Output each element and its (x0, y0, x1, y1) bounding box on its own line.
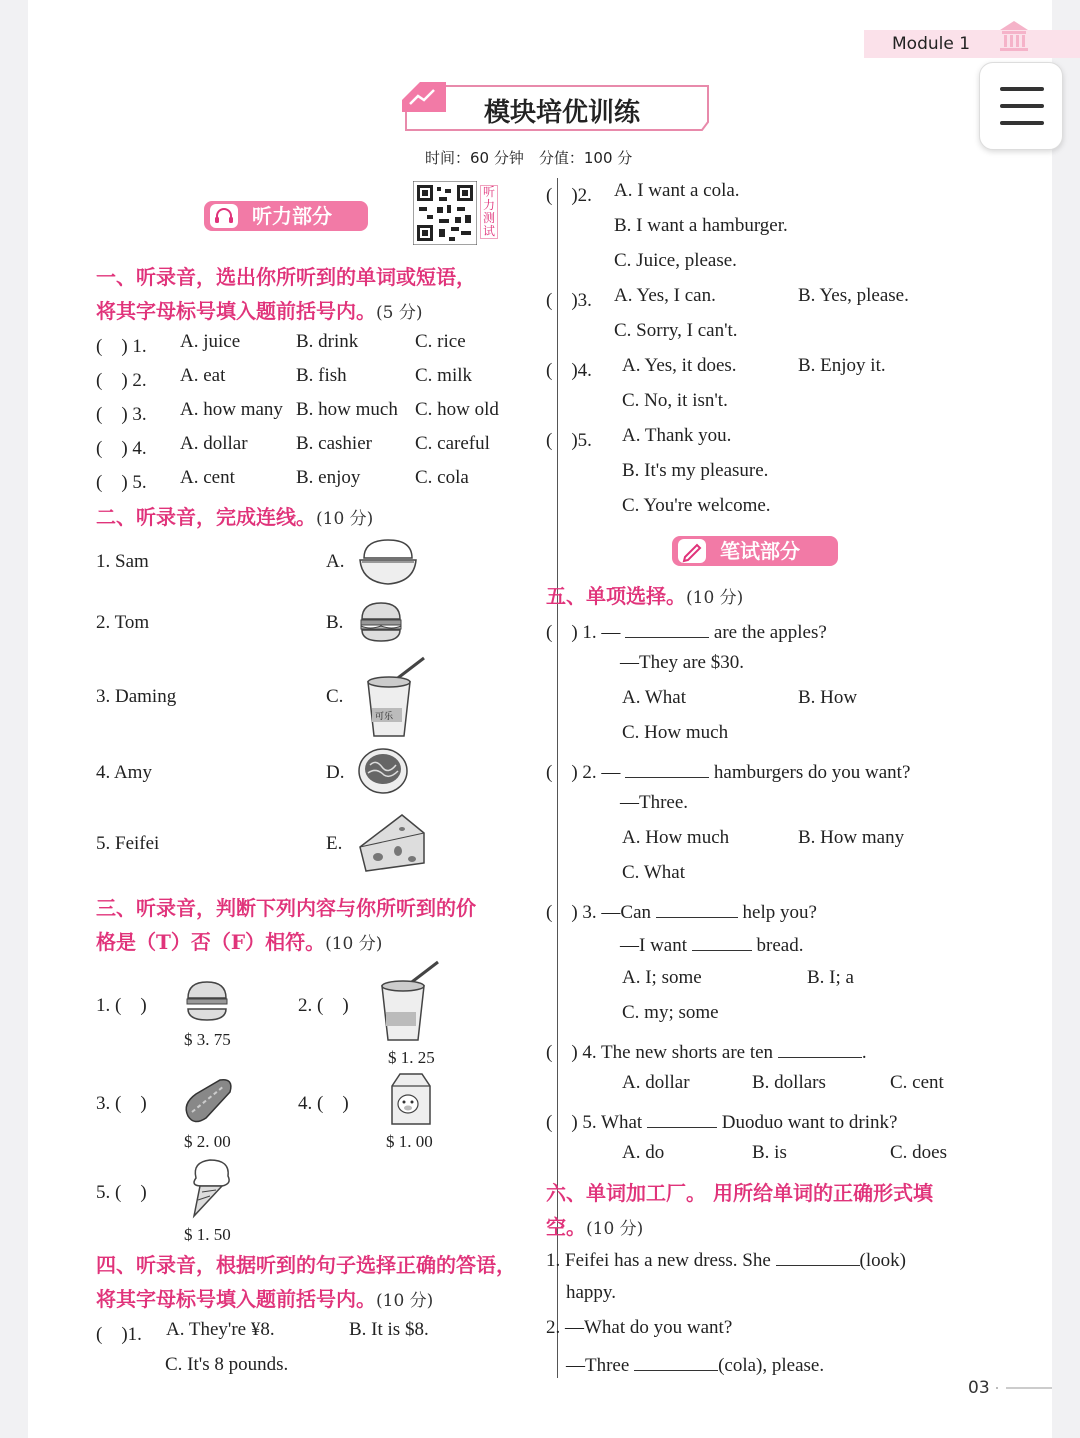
option-c: C. What (622, 862, 685, 883)
section1-heading-line1: 一、听录音，选出你所听到的单词或短语， (96, 265, 476, 289)
menu-icon (1000, 87, 1044, 91)
matching-letter[interactable]: D. (326, 762, 345, 783)
matching-name[interactable]: 2. Tom (96, 612, 150, 633)
matching-letter[interactable]: E. (326, 833, 343, 854)
list-item-number[interactable]: ( )4. (546, 360, 592, 381)
list-item-number[interactable]: ( ) 5. (96, 472, 147, 493)
question-end: . (861, 1042, 867, 1063)
qr-code-icon[interactable] (413, 181, 477, 245)
option-c: C. It's 8 pounds. (165, 1354, 289, 1375)
listening-label-text: 听力部分 (252, 204, 332, 228)
list-item-number[interactable]: ( )1. (96, 1324, 142, 1345)
tf-item[interactable]: 4. ( ) (298, 1093, 349, 1114)
option-c: C. cent (890, 1072, 944, 1093)
section5-heading-text: 五、单项选择。 (546, 584, 686, 608)
matching-name[interactable]: 1. Sam (96, 551, 149, 572)
option-a: A. They're ¥8. (166, 1319, 275, 1340)
writing-section-label (672, 536, 838, 566)
response-text: —I want (620, 935, 688, 956)
list-item-number[interactable]: ( )2. (546, 185, 592, 206)
option-a: A. eat (180, 365, 226, 386)
section4-heading-text: 将其字母标号填入题前括号内。 (96, 1287, 376, 1311)
option-b: B. Yes, please. (798, 285, 909, 306)
fill-question[interactable] (566, 1352, 824, 1377)
option-b: B. Enjoy it. (798, 355, 886, 376)
section5-points: (10 分) (686, 588, 744, 608)
tf-item[interactable]: 2. ( ) (298, 995, 349, 1016)
section1-points: (5 分) (376, 303, 423, 323)
list-item-number[interactable]: ( ) 1. (96, 336, 147, 357)
question-number: ( ) 1. — (546, 622, 621, 643)
option-a: A. do (622, 1142, 665, 1163)
option-b: B. fish (296, 365, 347, 386)
listening-section-label (204, 201, 368, 231)
matching-letter[interactable]: A. (326, 551, 345, 572)
question-text-cont: happy. (566, 1282, 616, 1303)
matching-letter[interactable]: C. (326, 686, 344, 707)
section4-heading-line1: 四、听录音，根据听到的句子选择正确的答语， (96, 1253, 516, 1277)
list-item-number[interactable]: ( ) 4. (96, 438, 147, 459)
list-item-number[interactable]: ( ) 2. (96, 370, 147, 391)
mc-question[interactable] (546, 1107, 897, 1134)
tf-item[interactable]: 3. ( ) (96, 1093, 147, 1114)
list-item-number[interactable]: ( )5. (546, 430, 592, 451)
section6-heading-text: 空。 (546, 1215, 586, 1239)
option-c: C. No, it isn't. (622, 390, 728, 411)
answer-blank[interactable] (634, 1352, 718, 1371)
mc-question[interactable] (546, 1037, 867, 1064)
mc-question[interactable] (546, 897, 817, 924)
answer-blank[interactable] (647, 1109, 717, 1128)
option-b: B. dollars (752, 1072, 826, 1093)
section5-heading (546, 580, 743, 609)
hamburger-icon (358, 599, 404, 645)
option-c: C. cola (415, 467, 469, 488)
option-b: B. enjoy (296, 467, 361, 488)
question-text: hamburgers do you want? (713, 762, 911, 783)
page-number: 03 (968, 1378, 990, 1398)
fill-question[interactable] (546, 1247, 906, 1272)
matching-letter[interactable]: B. (326, 612, 344, 633)
question-text: help you? (742, 902, 817, 923)
rice-bowl-icon (356, 536, 420, 588)
milk-carton-icon (384, 1070, 438, 1128)
option-a: A. Yes, it does. (622, 355, 737, 376)
question-number: ( ) 2. — (546, 762, 621, 783)
answer-blank[interactable] (692, 932, 752, 951)
word-hint: (look) (859, 1250, 906, 1271)
page-title: 模块培优训练 (484, 98, 641, 128)
module-tab (864, 30, 1080, 58)
option-b: B. It is $8. (349, 1319, 429, 1340)
section4-points: (10 分) (376, 1291, 434, 1311)
page-number-rule (1006, 1387, 1052, 1389)
price-label: $ 2. 00 (184, 1132, 231, 1151)
section6-heading-line1: 六、单词加工厂。 用所给单词的正确形式填 (546, 1181, 933, 1205)
cola-cup-icon (378, 960, 444, 1044)
hotdog-icon (180, 1074, 236, 1126)
section2-heading-text: 二、听录音，完成连线。 (96, 505, 316, 529)
title-banner (402, 82, 714, 132)
price-label: $ 1. 25 (388, 1048, 435, 1067)
section1-heading-line2 (96, 295, 422, 324)
section6-points: (10 分) (586, 1219, 644, 1239)
qr-label: 听力测试 (480, 185, 498, 239)
module-label: Module 1 (892, 34, 971, 54)
answer-blank[interactable] (625, 619, 709, 638)
option-c: C. careful (415, 433, 490, 454)
answer-blank[interactable] (778, 1039, 862, 1058)
option-a: A. juice (180, 331, 241, 352)
mc-question[interactable] (546, 617, 827, 644)
option-a: A. I want a cola. (614, 180, 740, 201)
exam-meta: 时间：60 分钟 分值：100 分 (425, 149, 633, 167)
option-b: B. is (752, 1142, 787, 1163)
ice-cream-icon (182, 1156, 236, 1220)
list-item-number[interactable]: ( ) 3. (96, 404, 147, 425)
headphones-icon (208, 202, 240, 230)
cola-label: 可乐 (375, 712, 394, 722)
workbook-page (28, 0, 1052, 1438)
tf-item[interactable]: 5. ( ) (96, 1182, 147, 1203)
page-number-dot (996, 1387, 998, 1389)
option-b: B. how much (296, 399, 398, 420)
section3-heading-line1: 三、听录音，判断下列内容与你所听到的价 (96, 896, 476, 920)
section3-heading-text: 格是（T）否（F）相符。 (96, 930, 326, 954)
option-a: A. dollar (622, 1072, 690, 1093)
writing-label-text: 笔试部分 (720, 539, 800, 563)
question-text: Duoduo want to drink? (721, 1112, 898, 1133)
option-c: C. Juice, please. (614, 250, 737, 271)
section4-heading-line2 (96, 1283, 433, 1312)
option-c: C. You're welcome. (622, 495, 771, 516)
question-number: ( ) 3. —Can (546, 902, 652, 923)
question-response: —Three. (620, 792, 689, 813)
response-text: bread. (756, 935, 804, 956)
pencil-icon (676, 537, 708, 565)
option-c: C. does (890, 1142, 947, 1163)
option-c: C. how old (415, 399, 499, 420)
question-text: 1. Feifei has a new dress. She (546, 1250, 771, 1271)
option-b: B. How (798, 687, 858, 708)
section6-heading-line2 (546, 1211, 643, 1240)
section2-heading (96, 501, 373, 530)
option-c: C. How much (622, 722, 729, 743)
option-c: C. Sorry, I can't. (614, 320, 738, 341)
price-label: $ 1. 50 (184, 1225, 231, 1244)
building-icon (996, 18, 1032, 54)
cola-cup-icon (364, 656, 430, 740)
section1-heading-text: 将其字母标号填入题前括号内。 (96, 299, 376, 323)
option-b: B. I; a (807, 967, 854, 988)
noodles-bowl-icon (356, 747, 410, 797)
answer-blank[interactable] (776, 1247, 860, 1266)
option-a: A. cent (180, 467, 235, 488)
question-text: are the apples? (713, 622, 827, 643)
menu-icon-bar (1000, 121, 1044, 125)
question-number: ( ) 5. What (546, 1112, 643, 1133)
matching-name[interactable]: 4. Amy (96, 762, 152, 783)
question-text: —Three (566, 1355, 630, 1376)
question-response (620, 932, 803, 957)
section3-heading-line2 (96, 926, 382, 955)
option-b: B. It's my pleasure. (622, 460, 769, 481)
word-hint: (cola), please. (718, 1355, 825, 1376)
option-a: A. Yes, I can. (614, 285, 716, 306)
option-c: C. milk (415, 365, 473, 386)
answer-blank[interactable] (656, 899, 738, 918)
mc-question[interactable] (546, 757, 910, 784)
option-a: A. Thank you. (622, 425, 732, 446)
option-a: A. I; some (622, 967, 702, 988)
answer-blank[interactable] (625, 759, 709, 778)
tf-item[interactable]: 1. ( ) (96, 995, 147, 1016)
matching-name[interactable]: 5. Feifei (96, 833, 160, 854)
option-a: A. dollar (180, 433, 248, 454)
fill-question: 2. —What do you want? (546, 1317, 733, 1338)
option-b: B. How many (798, 827, 905, 848)
hamburger-icon (184, 978, 230, 1024)
option-b: B. I want a hamburger. (614, 215, 788, 236)
option-a: A. how many (180, 399, 283, 420)
question-response: —They are $30. (620, 652, 744, 673)
menu-icon-bar (1000, 104, 1044, 108)
option-c: C. my; some (622, 1002, 719, 1023)
price-label: $ 3. 75 (184, 1030, 231, 1049)
question-number: ( ) 4. The new shorts are ten (546, 1042, 774, 1063)
list-item-number[interactable]: ( )3. (546, 290, 592, 311)
option-b: B. cashier (296, 433, 372, 454)
option-b: B. drink (296, 331, 359, 352)
section3-points: (10 分) (325, 934, 383, 954)
matching-name[interactable]: 3. Daming (96, 686, 177, 707)
menu-button[interactable] (979, 62, 1063, 150)
section2-points: (10 分) (316, 509, 374, 529)
price-label: $ 1. 00 (386, 1132, 433, 1151)
option-c: C. rice (415, 331, 466, 352)
option-a: A. What (622, 687, 687, 708)
cheese-icon (356, 811, 428, 875)
option-a: A. How much (622, 827, 730, 848)
